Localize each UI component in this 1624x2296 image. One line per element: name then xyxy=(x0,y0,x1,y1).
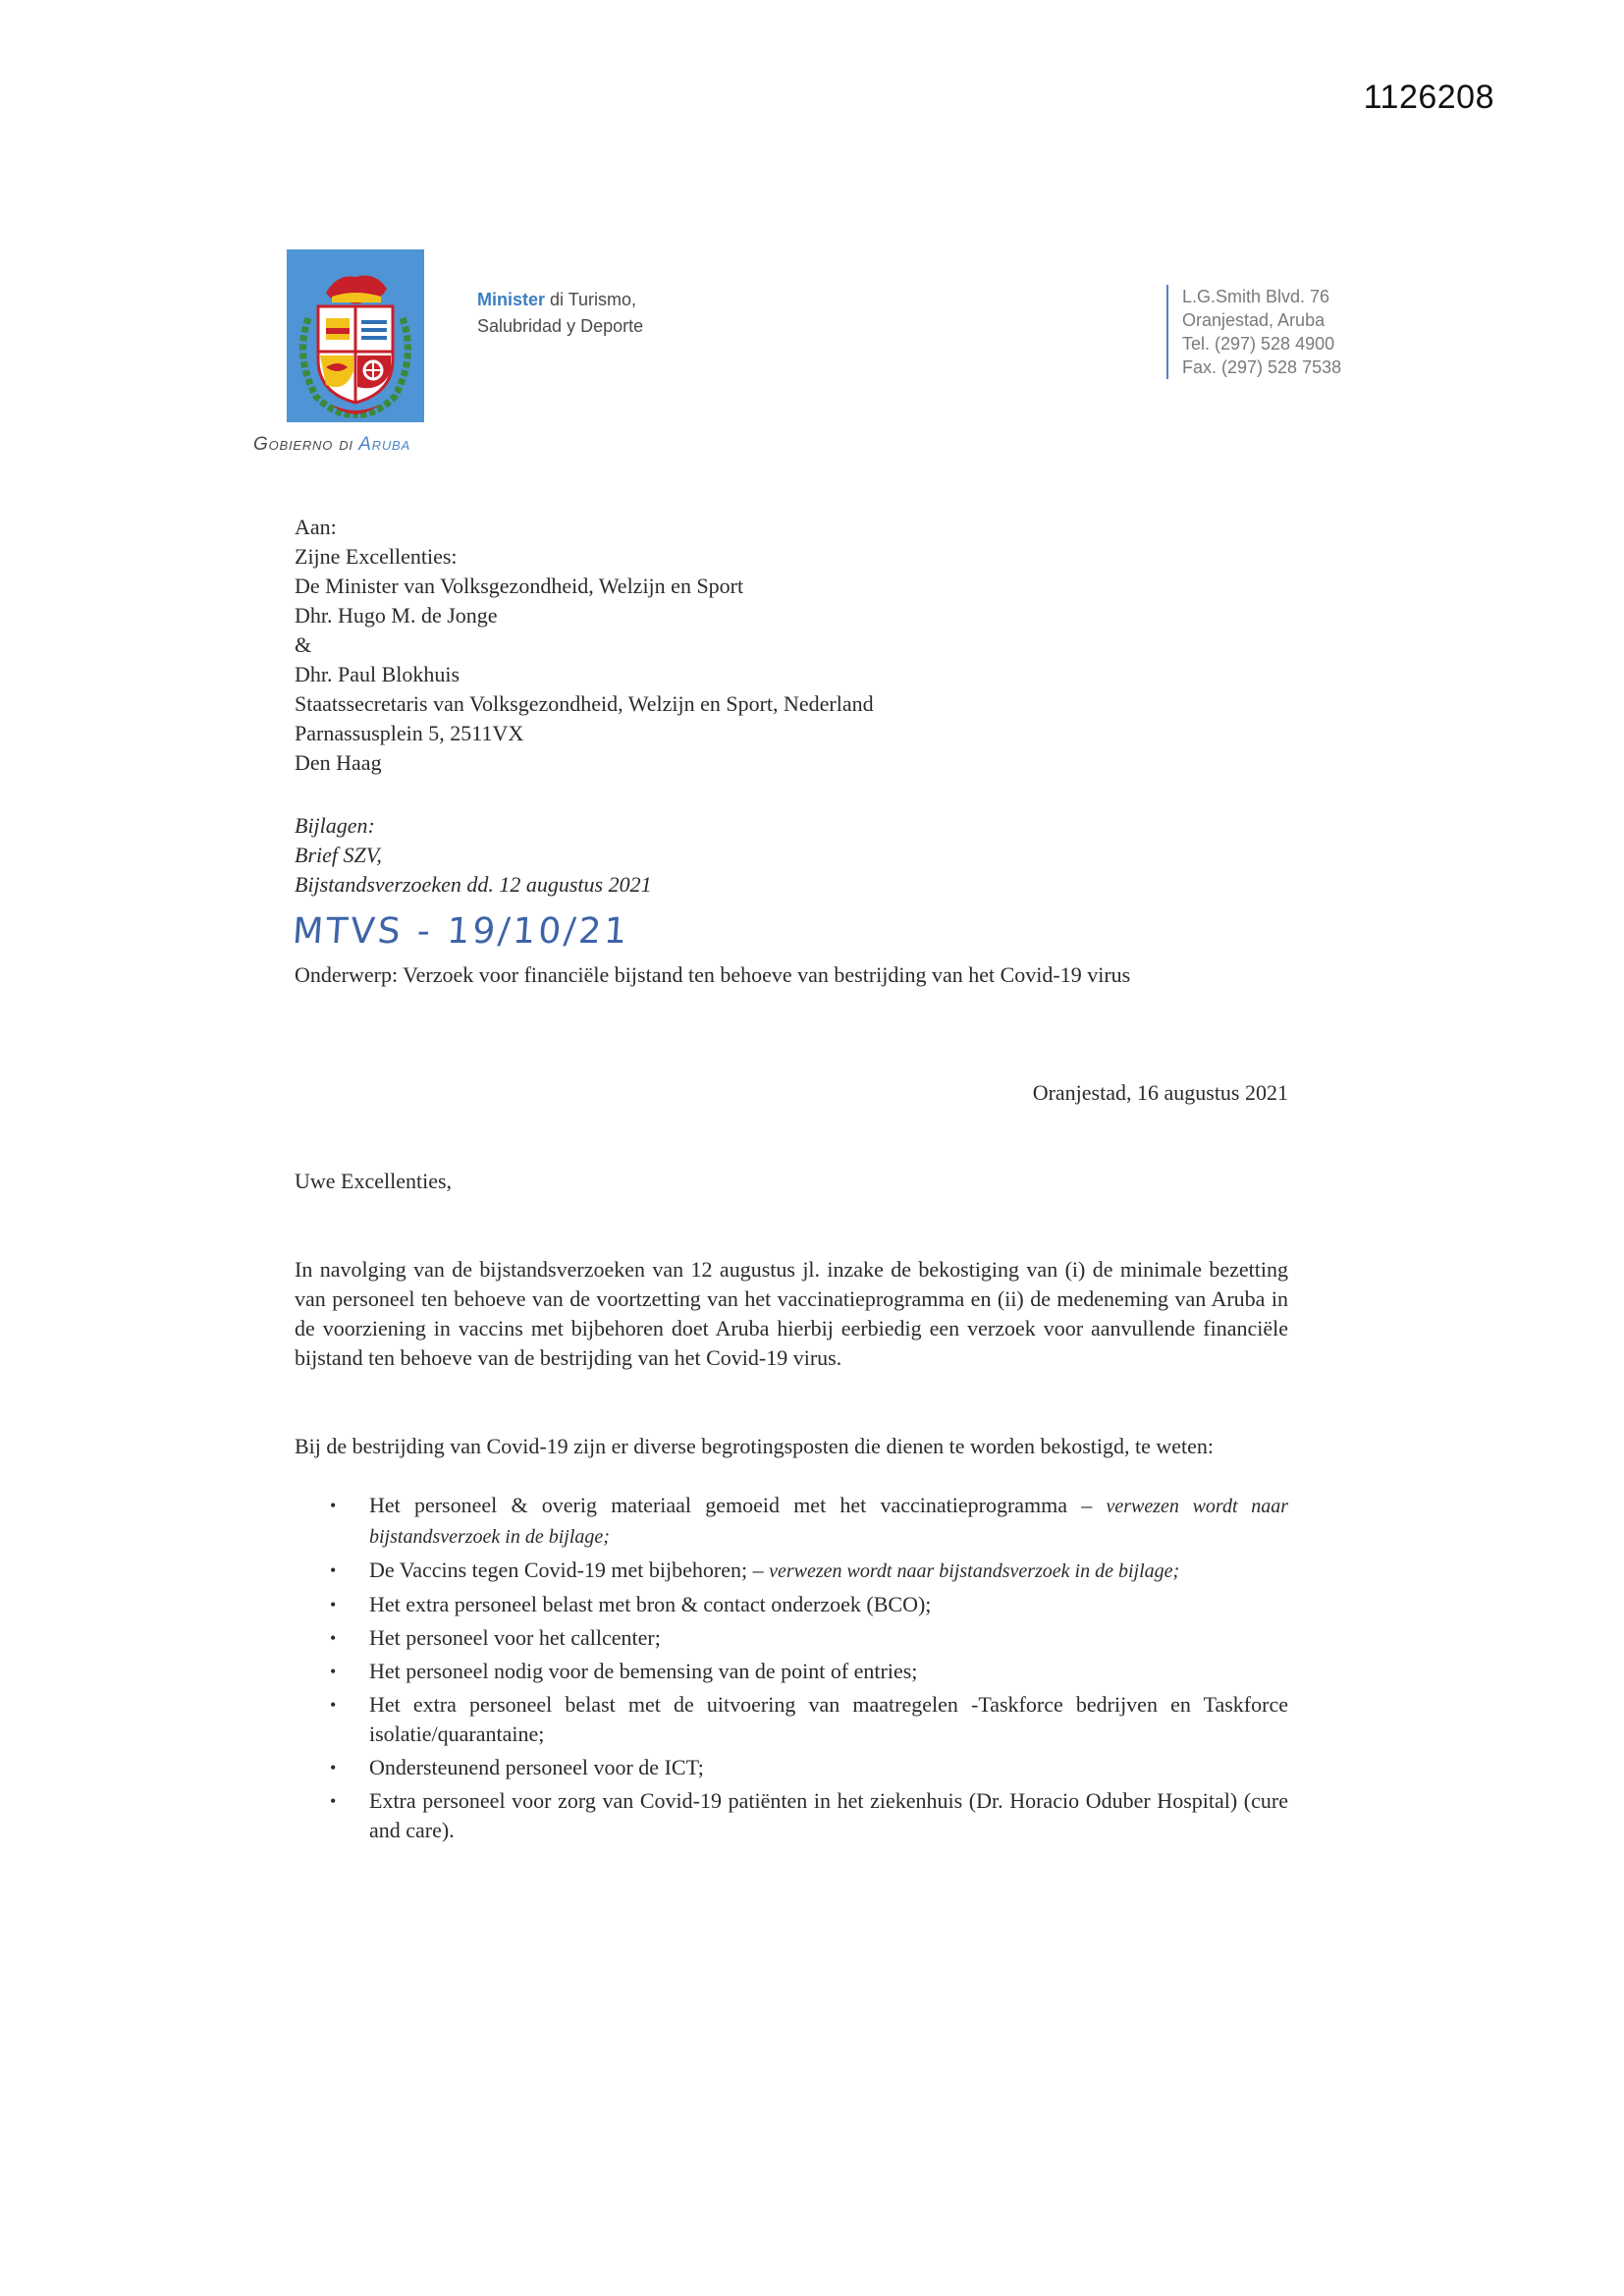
list-item xyxy=(295,1623,1288,1653)
government-prefix: Gobierno di xyxy=(253,434,359,455)
list-item-text: Extra personeel voor zorg van Covid-19 patiënten in het ziekenhuis (Dr. Horacio Oduber Hospital) (cure and care). xyxy=(369,1788,1288,1842)
recipient-line: Parnassusplein 5, 2511VX xyxy=(295,721,524,745)
list-item-text: Het extra personeel belast met de uitvoering van maatregelen -Taskforce bedrijven en Taskforce isolatie/quarantaine; xyxy=(369,1692,1288,1746)
salutation xyxy=(295,1167,1288,1196)
recipient-line: Den Haag xyxy=(295,750,382,775)
address-fax: Fax. (297) 528 7538 xyxy=(1182,357,1342,377)
recipient-line: Dhr. Hugo M. de Jonge xyxy=(295,603,498,628)
list-item xyxy=(295,1491,1288,1552)
recipient-line: Staatssecretaris van Volksgezondheid, Welzijn en Sport, Nederland xyxy=(295,691,874,716)
list-item xyxy=(295,1753,1288,1782)
list-item xyxy=(295,1590,1288,1619)
attachment-item: Bijstandsverzoeken dd. 12 augustus 2021 xyxy=(295,872,652,897)
attachment-item: Brief SZV, xyxy=(295,843,382,867)
bullet-icon: • xyxy=(330,1662,337,1681)
body-paragraph-2: Bij de bestrijding van Covid-19 zijn er diverse begrotingsposten die dienen te worden bekostigd, te weten: xyxy=(295,1434,1215,1458)
government-name-aruba: Aruba xyxy=(358,434,410,455)
salutation-text: Uwe Excellenties, xyxy=(295,1169,453,1193)
recipient-line: Aan: xyxy=(295,515,337,539)
address-line: L.G.Smith Blvd. 76 xyxy=(1182,287,1330,306)
aruba-coat-of-arms-icon xyxy=(287,249,424,422)
subject-line xyxy=(295,960,1288,990)
attachments-heading: Bijlagen: xyxy=(295,813,375,838)
recipient-line: Dhr. Paul Blokhuis xyxy=(295,662,460,686)
list-item xyxy=(295,1690,1288,1749)
bullet-icon: • xyxy=(330,1595,337,1614)
list-item-text: Het personeel voor het callcenter; xyxy=(369,1625,661,1650)
handwritten-annotation: MTVS - 19/10/21 xyxy=(291,911,631,952)
budget-items-list xyxy=(295,1491,1288,1849)
bullet-icon: • xyxy=(330,1560,337,1580)
recipient-line: De Minister van Volksgezondheid, Welzijn en Sport xyxy=(295,574,744,598)
ministry-title: Minister xyxy=(477,290,546,309)
bullet-icon: • xyxy=(330,1628,337,1648)
bullet-icon: • xyxy=(330,1758,337,1777)
list-item xyxy=(295,1556,1288,1586)
list-item-text: Het personeel & overig materiaal gemoeid met het vaccinatieprogramma – xyxy=(369,1493,1107,1517)
body-paragraph-1: In navolging van de bijstandsverzoeken van 12 augustus jl. inzake de bekostiging van (i) de minimale bezetting van personeel ten behoeve van de voortzetting van het vaccinatieprogramma en (ii) de medeneming van Aruba in de voorziening in vaccins met bijbehoren doet Aruba hierbij eerbiedig een verzoek voor aanvullende financiële bijstand ten behoeve van de bestrijding van het Covid-19 virus. xyxy=(295,1257,1288,1370)
list-item-reference: verwezen wordt naar bijstandsverzoek in de bijlage; xyxy=(369,1496,1288,1548)
letter-date: Oranjestad, 16 augustus 2021 xyxy=(1032,1080,1288,1105)
list-item-text: Het personeel nodig voor de bemensing van de point of entries; xyxy=(369,1659,918,1683)
attachments-block xyxy=(295,811,1288,900)
ministry-portfolio: di Turismo, xyxy=(545,290,637,309)
bullet-icon: • xyxy=(330,1496,337,1515)
government-name xyxy=(253,434,410,456)
list-item-reference: verwezen wordt naar bijstandsverzoek in de bijlage; xyxy=(769,1560,1180,1582)
bullet-icon: • xyxy=(330,1695,337,1715)
recipient-line: Zijne Excellenties: xyxy=(295,544,458,569)
recipient-line: & xyxy=(295,632,312,657)
ministry-portfolio-line2: Salubridad y Deporte xyxy=(477,316,644,336)
list-item xyxy=(295,1786,1288,1845)
list-item-text: Het extra personeel belast met bron & contact onderzoek (BCO); xyxy=(369,1592,932,1616)
bullet-icon: • xyxy=(330,1791,337,1811)
list-item xyxy=(295,1657,1288,1686)
list-item-text: De Vaccins tegen Covid-19 met bijbehoren; – xyxy=(369,1558,770,1582)
ministry-name xyxy=(477,287,643,340)
address-line: Oranjestad, Aruba xyxy=(1182,310,1326,330)
document-number: 1126208 xyxy=(1363,79,1494,116)
recipient-block xyxy=(295,513,1288,778)
subject-text: Onderwerp: Verzoek voor financiële bijstand ten behoeve van bestrijding van het Covid-19 virus xyxy=(295,962,1131,987)
address-phone: Tel. (297) 528 4900 xyxy=(1182,334,1335,354)
list-item-text: Ondersteunend personeel voor de ICT; xyxy=(369,1755,704,1779)
sender-address xyxy=(1166,285,1341,379)
